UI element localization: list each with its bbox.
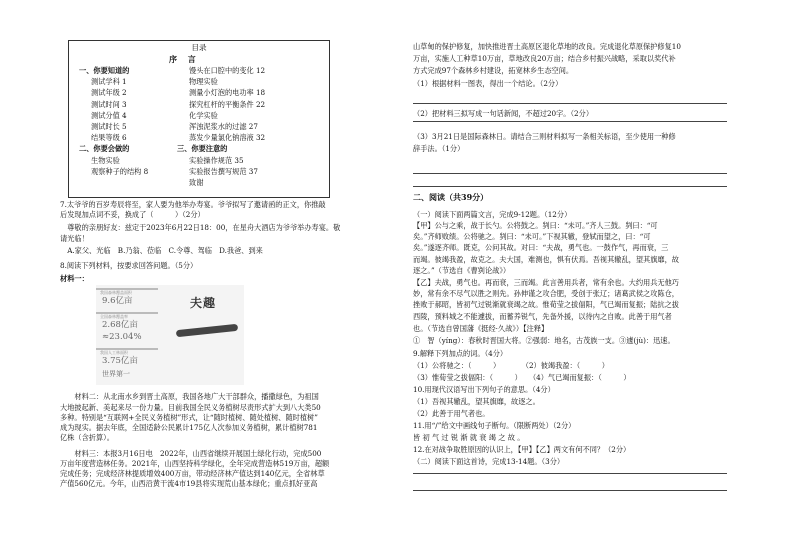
text-line: 产值560亿元。今年，山西沿黄干流4市19县将实现荒山基本绿化；重点抓好亚高: [60, 479, 318, 488]
text-line: 矣。”齐师败绩。公将驰之。刿曰：“未可。”下视其辙，登轼而望之，曰：“可: [413, 232, 651, 241]
text-line: 11.用“/”给文中画线句子断句。（限断两处）（2分）: [413, 421, 576, 430]
text-line: 妙，常有余不尽气以胜之则先。孙伸谨之攻合肥，受创于张辽；诸葛武侯之攻陈仓，: [413, 289, 679, 298]
text-line: 西陵，预料城之不能遽拔，而蓄养锐气，先备外援，以待内之自败。此善于用气者: [413, 312, 672, 321]
answer-line: [413, 121, 727, 122]
table-of-contents: [68, 40, 330, 198]
text-line: 【乙】夫战，勇气也。再而衰，三而竭。此言善用兵者，常有余也。大约用兵无他巧: [413, 278, 679, 287]
text-line: （1）公将驰之：（ ） （2）彼竭我盈：（ ）: [413, 361, 609, 370]
text-line: 挫败于郝昭，皆初气过锐渐就衰竭之故。惟荀莹之拔偪阳，气已竭而复振；陆抗之拔: [413, 300, 679, 309]
text-line: 【甲】公与之乘，战于长勺。公将鼓之。刿曰：“未可。”齐人三鼓。刿曰：“可: [413, 221, 658, 230]
text-line: 万亩年度营造林任务。2021年，山西坚持科学绿化，全年完成营造林519万亩，超额: [60, 459, 330, 468]
text-line: A.家父、光临 B.乃翁、莅临 C.令尊、驾临 D.我爸、到来: [60, 246, 263, 255]
toc-entry: 化学实验: [189, 110, 218, 120]
text-line: 多种。特别是“互联网+全民义务植树”形式，让“随时植树、随处植树、随时植树”: [60, 413, 318, 422]
text-line: （1）根据材料一图表，得出一个结论。（2分）: [413, 79, 563, 88]
text-line: （2）此善于用气者也。: [413, 409, 490, 418]
text-line: 辞手法。（1分）: [413, 144, 465, 153]
text-line: 亿株（含折算）。: [60, 433, 114, 442]
image-number: 2.68亿亩: [102, 320, 138, 330]
image-label: 我国人工林面积: [100, 350, 128, 355]
text-line: ① 智（yíng）：春秋时晋国大将。②强弱：地名，古茂族一支。③遽(jù)：迅速。: [413, 336, 675, 345]
text-line: 成为现实。据去年底，全国适龄公民累计175亿人次参加义务植树，累计植树781: [60, 423, 318, 432]
answer-line: [413, 473, 727, 474]
toc-entry: 测试分值 4: [91, 110, 127, 120]
toc-entry: 蒸发少量氯化钠溶液 32: [189, 133, 266, 143]
text-line: 万亩，实施人工种草10万亩，草地改良20万亩；结合乡村振兴战略，采取以奖代补: [413, 54, 676, 63]
brush-stroke: [176, 324, 238, 337]
image-label: 我国森林覆盖面积: [100, 290, 132, 295]
text-line: 12.在对战争取胜原因的认识上，【甲】【乙】两文有何不同？（2分）: [413, 445, 631, 454]
text-line: （3）3月21日是国际森林日。请结合三则材料拟写一条相关标语，至少使用一种修: [413, 132, 676, 141]
image-number: ≈23.04%: [102, 332, 142, 342]
text-line: 材料三：本报3月16日电 2022年，山西省继续开展国土绿化行动，完成500: [60, 449, 322, 458]
text-line: 逐之。”（节选自《曹刿论战》）: [413, 266, 511, 275]
answer-line: [413, 186, 727, 187]
calligraphy-text: 夫趣: [190, 296, 217, 310]
text-line: （3）惟荀莹之拔偪阳：（ ） （4）气已竭而复振：（ ）: [413, 373, 631, 382]
text-line: 也。（节选自曾国藩《挺经·久战》）【注释】: [413, 324, 549, 333]
toc-subtitle: 序 言: [169, 54, 200, 64]
toc-entry: 生物实验: [91, 155, 120, 165]
toc-entry: 测试时长 5: [91, 122, 127, 131]
image-label: 全国森林覆盖率: [100, 314, 128, 319]
text-line: 大地披起新、美起来尽一份力量。目前我国全民义务植树尽责形式扩大到八大类50: [60, 403, 321, 412]
toc-entry: 致谢: [189, 178, 204, 187]
toc-entry: 测试学科 1: [91, 77, 127, 87]
toc-entry: 实验操作规范 35: [189, 155, 244, 165]
toc-entry: 测试时间 3: [91, 99, 127, 109]
toc-entry: 实验报告撰写规范 37: [189, 166, 258, 176]
text-line: （1）吾视其辙乱，望其旗靡，故逐之。: [413, 397, 540, 406]
toc-entry: 二、你要会做的: [79, 144, 130, 154]
text-line: 皆 初 气 过 锐 渐 就 衰 竭 之 故 。: [413, 433, 525, 442]
answer-line: [413, 490, 727, 491]
toc-entry: 物理实验: [189, 77, 218, 87]
toc-entry: 测量小灯泡的电功率 18: [189, 88, 266, 98]
answer-line: [413, 103, 727, 104]
text-line: 后发现加点词不妥，换成了（ ）（2分）: [60, 210, 205, 219]
toc-entry: 探究杠杆的平衡条件 22: [189, 99, 266, 109]
text-line: 方式完成97个森林乡村建设，拓宽林乡生态空间。: [413, 66, 574, 75]
text-line: 山草甸的保护修复，加快推进晋土高原区退化草地的改良。完成退化草原保护修复10: [413, 42, 681, 51]
text-line: （二）阅读下面这首诗，完成13-14题。（3分）: [413, 457, 565, 466]
image-caption: 世界第一: [102, 370, 130, 378]
toc-entry: 浑浊泥浆水的过滤 27: [189, 122, 258, 131]
toc-entry: 观察种子的结构 8: [91, 166, 149, 176]
text-line: 完成任务；完成经济林提质增效400万亩，带动经济林产值达到140亿元，全省林草: [60, 469, 325, 478]
text-line: 材料二：从北南水乡到晋土高原，我国各地广大干部群众，播撒绿色，为祖国: [60, 392, 319, 401]
toc-entry: 一、你要知道的: [79, 66, 130, 75]
image-number: 9.6亿亩: [102, 296, 133, 306]
text-line: 9.解释下列加点的词。（4分）: [413, 349, 508, 358]
text-line: 10.用现代汉语写出下列句子的意思。（4分）: [413, 385, 555, 394]
text-line: 7.太爷爷的百岁寿辰将至，家人要为他举办寿宴。爷爷拟写了邀请函的正文，你推敲: [60, 200, 326, 209]
text-line: 8.阅读下列材料，按要求回答问题。（5分）: [60, 261, 198, 270]
text-line: 尊敬的亲朋好友：兹定于2023年6月22日18：00，在星舟大酒店为爷爷举办寿宴。敬: [60, 223, 341, 232]
text-line: （2）把材料三拟写成一句话新闻，不超过20字。（2分）: [413, 109, 594, 118]
text-line: （一）阅读下面两篇文言，完成9-12题。（12分）: [413, 210, 572, 219]
material-one-image: [96, 285, 244, 385]
toc-entry: 三、你要注意的: [177, 144, 228, 154]
toc-entry: 结果等级 6: [91, 133, 127, 143]
answer-line: [413, 173, 727, 174]
section-heading: 二、阅读（共39分）: [413, 192, 489, 202]
text-line: 矣。”遂逐齐师。既克，公问其故。对曰：“夫战，勇气也。一鼓作气，再而衰，三: [413, 243, 669, 252]
toc-entry: 馒头在口腔中的变化 12: [189, 66, 266, 75]
image-number: 3.75亿亩: [102, 356, 138, 366]
toc-entry: 测试年级 2: [91, 88, 127, 98]
toc-title: 目录: [191, 43, 207, 52]
text-line: 而竭。彼竭我盈，故克之。夫大国，难测也，惧有伏焉。吾视其辙乱，望其旗靡，故: [413, 255, 679, 264]
material-label: 材料一：: [60, 274, 89, 283]
text-line: 请光临！: [60, 234, 89, 243]
